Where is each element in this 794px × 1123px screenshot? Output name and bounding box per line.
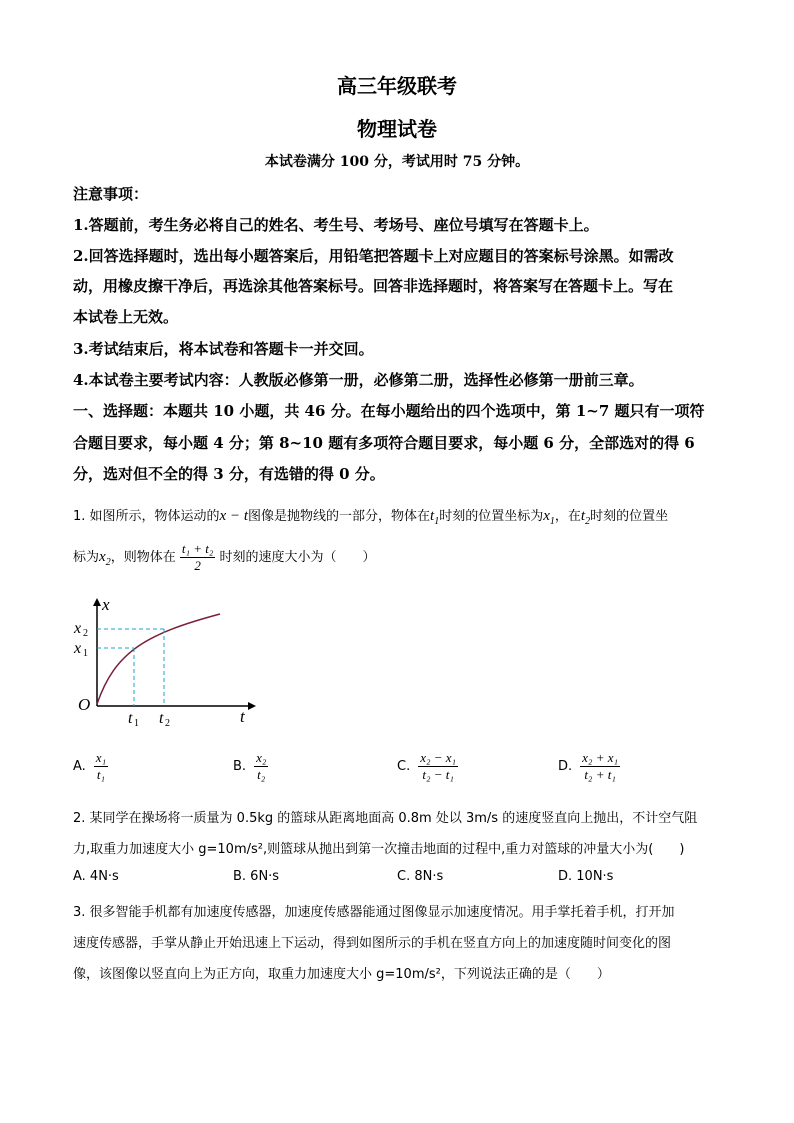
question-2-line-2: 力,取重力加速度大小 g=10m/s²,则篮球从抛出到第一次撞击地面的过程中,重力对篮球的冲量大小为( ) <box>73 842 685 857</box>
svg-text:2: 2 <box>83 628 88 639</box>
svg-text:2: 2 <box>165 718 170 729</box>
x-axis-arrow-icon <box>93 598 101 606</box>
q1-option-a[interactable]: A. $\frac{\text{x₁}}{\text{t₁}}$ <box>73 750 107 782</box>
q1-option-d[interactable]: D. $\frac{\text{x₂ + x₁}}{\text{t₂ + t₁}}$ <box>558 750 619 782</box>
x-t-graph <box>70 592 260 732</box>
question-3-line-1: 3. 很多智能手机都有加速度传感器，加速度传感器能通过图像显示加速度情况。用手掌托着手机，打开加 <box>73 905 675 920</box>
x2-label: x <box>74 620 82 637</box>
note-1: 1.答题前，考生务必将自己的姓名、考生号、考场号、座位号填写在答题卡上。 <box>73 216 599 234</box>
q2-option-c[interactable]: C. 8N·s <box>397 869 444 884</box>
notes-heading: 注意事项： <box>73 185 149 203</box>
svg-text:1: 1 <box>134 718 139 729</box>
q2-option-d[interactable]: D. 10N·s <box>558 869 614 884</box>
note-3: 3.考试结束后，将本试卷和答题卡一并交回。 <box>73 340 374 358</box>
t-axis-arrow-icon <box>248 702 256 710</box>
q1-option-b[interactable]: B. $\frac{\text{x₂}}{\text{t₂}}$ <box>233 750 267 782</box>
question-1-line-1: 1. 如图所示，物体运动的x − t图像是抛物线的一部分，物体在$t_1$时刻的位置坐标为$x_1$，在$t_2$时刻的位置坐 <box>73 508 669 527</box>
x1-label: x <box>74 640 82 657</box>
section-1-line-3: 分，选对但不全的得 3 分，有选错的得 0 分。 <box>73 465 385 483</box>
origin-label: O <box>78 695 91 714</box>
section-1-line-1: 一、选择题：本题共 10 小题，共 46 分。在每小题给出的四个选项中，第 1~7 题只有一项符 <box>73 402 705 420</box>
question-2-line-1: 2. 某同学在操场将一质量为 0.5kg 的篮球从距离地面高 0.8m 处以 3m/s 的速度竖直向上抛出，不计空气阻 <box>73 811 698 826</box>
t2-label: t <box>159 710 164 727</box>
question-1-line-2: 标为$x_2$，则物体在 $\frac{\text{t₁ + t₂}}{2}$ 时刻的速度大小为（ ） <box>73 541 376 573</box>
note-2-line-1: 2.回答选择题时，选出每小题答案后，用铅笔把答题卡上对应题目的答案标号涂黑。如需改 <box>73 247 674 265</box>
note-4: 4.本试卷主要考试内容：人教版必修第一册，必修第二册，选择性必修第一册前三章。 <box>73 371 644 389</box>
q2-option-b[interactable]: B. 6N·s <box>233 869 280 884</box>
note-2-line-3: 本试卷上无效。 <box>73 308 179 326</box>
t-axis-label: t <box>240 707 245 726</box>
q2-option-a[interactable]: A. 4N·s <box>73 869 119 884</box>
x-axis-label: x <box>102 595 110 614</box>
midpoint-time-fraction: $\frac{\text{t₁ + t₂}}{2}$ <box>181 541 214 573</box>
question-3-line-2: 速度传感器，手掌从静止开始迅速上下运动，得到如图所示的手机在竖直方向上的加速度随时间变化的图 <box>73 936 672 951</box>
section-1-line-2: 合题目要求，每小题 4 分；第 8~10 题有多项符合题目要求，每小题 6 分，全部选对的得 6 <box>73 434 695 452</box>
subject-title: 物理试卷 <box>357 117 437 141</box>
note-2-line-2: 动，用橡皮擦干净后，再选涂其他答案标号。回答非选择题时，将答案写在答题卡上。写在 <box>73 277 674 295</box>
svg-text:1: 1 <box>83 648 88 659</box>
parabola-curve <box>97 614 220 704</box>
t1-label: t <box>128 710 133 727</box>
exam-title: 高三年级联考 <box>337 74 457 98</box>
question-3-line-3: 像，该图像以竖直向上为正方向，取重力加速度大小 g=10m/s²，下列说法正确的是（ ） <box>73 967 610 982</box>
exam-info: 本试卷满分 100 分，考试用时 75 分钟。 <box>264 154 530 170</box>
q1-option-c[interactable]: C. $\frac{\text{x₂ − x₁}}{\text{t₂ − t₁}}$ <box>397 750 457 782</box>
